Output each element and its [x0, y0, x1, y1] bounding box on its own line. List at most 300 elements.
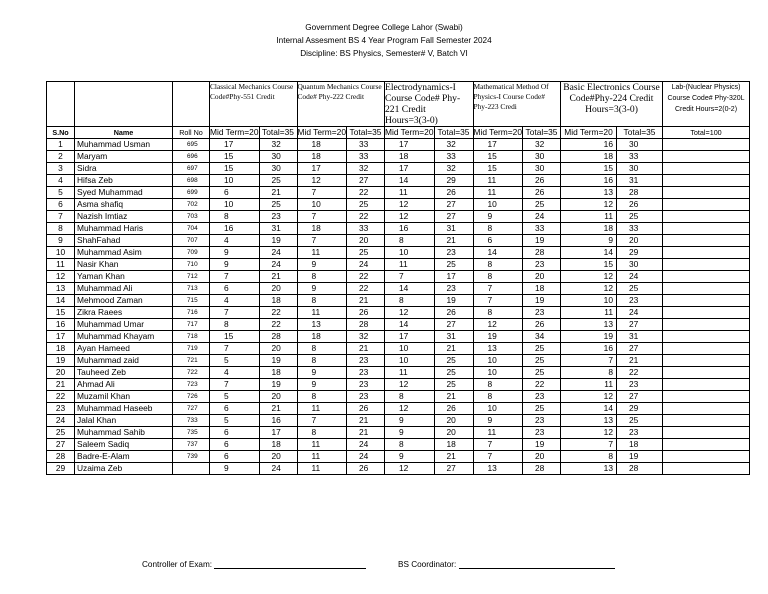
cell-m5: 14 — [561, 403, 617, 415]
cell-t4: 19 — [523, 439, 561, 451]
cell-m4: 8 — [473, 307, 523, 319]
cell-m2: 9 — [297, 283, 347, 295]
cell-m4: 19 — [473, 331, 523, 343]
subject-basic-electronics: Basic Electronics Course Code#Phy-224 Credit Hours=3(3-0) — [561, 82, 663, 127]
table-row — [47, 403, 750, 415]
cell-m1: 10 — [210, 199, 260, 211]
cell-sno: 3 — [47, 163, 75, 175]
cell-name: Muhammad Haris — [75, 223, 173, 235]
table-row — [47, 367, 750, 379]
cell-m3: 12 — [385, 199, 435, 211]
cell-t2: 22 — [347, 283, 385, 295]
cell-m3: 11 — [385, 259, 435, 271]
cell-m2: 7 — [297, 235, 347, 247]
cell-t2: 22 — [347, 187, 385, 199]
cell-roll: 699 — [173, 187, 210, 199]
cell-t3: 27 — [434, 211, 473, 223]
cell-roll: 739 — [173, 451, 210, 463]
cell-t2: 25 — [347, 247, 385, 259]
cell-m1: 9 — [210, 259, 260, 271]
cell-m2: 11 — [297, 247, 347, 259]
cell-m2: 17 — [297, 163, 347, 175]
cell-sno: 14 — [47, 295, 75, 307]
col-mid: Mid Term=20 — [561, 127, 617, 139]
cell-m5: 15 — [561, 163, 617, 175]
cell-t5: 31 — [617, 175, 663, 187]
cell-m3: 16 — [385, 223, 435, 235]
cell-t2: 33 — [347, 151, 385, 163]
cell-t1: 18 — [259, 295, 297, 307]
cell-sno: 22 — [47, 391, 75, 403]
controller-label: Controller of Exam: — [142, 560, 213, 569]
cell-m5: 14 — [561, 247, 617, 259]
cell-m3: 8 — [385, 235, 435, 247]
table-row — [47, 151, 750, 163]
cell-m2: 11 — [297, 403, 347, 415]
cell-grand-total — [663, 343, 750, 355]
cell-t5: 30 — [617, 259, 663, 271]
cell-m5: 19 — [561, 331, 617, 343]
cell-grand-total — [663, 235, 750, 247]
cell-t4: 30 — [523, 163, 561, 175]
cell-m1: 15 — [210, 151, 260, 163]
cell-t1: 20 — [259, 451, 297, 463]
cell-m5: 16 — [561, 175, 617, 187]
cell-m3: 12 — [385, 379, 435, 391]
cell-roll: 712 — [173, 271, 210, 283]
cell-t1: 22 — [259, 307, 297, 319]
cell-grand-total — [663, 163, 750, 175]
cell-t5: 23 — [617, 379, 663, 391]
cell-t4: 20 — [523, 271, 561, 283]
cell-t1: 19 — [259, 379, 297, 391]
cell-m4: 13 — [473, 463, 523, 475]
cell-sno: 7 — [47, 211, 75, 223]
cell-t1: 25 — [259, 199, 297, 211]
cell-m1: 9 — [210, 463, 260, 475]
cell-name: Muhammad Khayam — [75, 331, 173, 343]
cell-sno: 4 — [47, 175, 75, 187]
cell-m3: 18 — [385, 151, 435, 163]
cell-t4: 26 — [523, 187, 561, 199]
cell-roll: 715 — [173, 295, 210, 307]
cell-grand-total — [663, 151, 750, 163]
cell-t3: 25 — [434, 367, 473, 379]
cell-t3: 31 — [434, 331, 473, 343]
cell-m2: 18 — [297, 139, 347, 151]
cell-m4: 7 — [473, 295, 523, 307]
cell-t1: 16 — [259, 415, 297, 427]
cell-m1: 4 — [210, 235, 260, 247]
cell-t2: 26 — [347, 463, 385, 475]
cell-m1: 6 — [210, 187, 260, 199]
cell-roll: 710 — [173, 259, 210, 271]
cell-m3: 8 — [385, 439, 435, 451]
cell-grand-total — [663, 403, 750, 415]
cell-grand-total — [663, 175, 750, 187]
cell-t5: 30 — [617, 163, 663, 175]
cell-t5: 23 — [617, 427, 663, 439]
cell-t2: 32 — [347, 163, 385, 175]
cell-t3: 21 — [434, 391, 473, 403]
cell-sno: 8 — [47, 223, 75, 235]
cell-sno: 2 — [47, 151, 75, 163]
cell-m1: 5 — [210, 391, 260, 403]
cell-t3: 23 — [434, 247, 473, 259]
table-row — [47, 259, 750, 271]
cell-m2: 7 — [297, 211, 347, 223]
table-row — [47, 271, 750, 283]
cell-t1: 31 — [259, 223, 297, 235]
cell-m2: 10 — [297, 199, 347, 211]
cell-m5: 15 — [561, 259, 617, 271]
cell-m5: 11 — [561, 211, 617, 223]
table-row — [47, 163, 750, 175]
cell-m1: 16 — [210, 223, 260, 235]
discipline-line: Discipline: BS Physics, Semester# V, Batch VI — [300, 49, 468, 58]
cell-t4: 34 — [523, 331, 561, 343]
cell-m2: 9 — [297, 259, 347, 271]
cell-t2: 24 — [347, 451, 385, 463]
cell-t3: 26 — [434, 403, 473, 415]
cell-t4: 19 — [523, 235, 561, 247]
cell-t4: 23 — [523, 307, 561, 319]
cell-name: Zikra Raees — [75, 307, 173, 319]
cell-sno: 10 — [47, 247, 75, 259]
cell-grand-total — [663, 319, 750, 331]
table-row — [47, 379, 750, 391]
subject-classical-mechanics: Classical Mechanics Course Code#Phy-551 Credit — [210, 82, 298, 127]
cell-t1: 23 — [259, 211, 297, 223]
cell-t1: 19 — [259, 355, 297, 367]
cell-m5: 13 — [561, 463, 617, 475]
cell-sno: 24 — [47, 415, 75, 427]
cell-m3: 17 — [385, 139, 435, 151]
cell-m3: 11 — [385, 187, 435, 199]
table-row — [47, 391, 750, 403]
cell-name: Maryam — [75, 151, 173, 163]
cell-grand-total — [663, 415, 750, 427]
cell-t3: 26 — [434, 307, 473, 319]
cell-m1: 7 — [210, 271, 260, 283]
cell-t3: 20 — [434, 415, 473, 427]
cell-m2: 8 — [297, 355, 347, 367]
college-title: Government Degree College Lahor (Swabi) — [305, 23, 463, 32]
cell-t5: 27 — [617, 343, 663, 355]
cell-t5: 29 — [617, 247, 663, 259]
cell-roll: 702 — [173, 199, 210, 211]
cell-t1: 20 — [259, 391, 297, 403]
cell-m5: 18 — [561, 223, 617, 235]
col-name: Name — [75, 127, 173, 139]
cell-sno: 11 — [47, 259, 75, 271]
cell-m4: 10 — [473, 199, 523, 211]
col-total: Total=35 — [347, 127, 385, 139]
table-row — [47, 175, 750, 187]
cell-m5: 12 — [561, 391, 617, 403]
cell-t3: 32 — [434, 139, 473, 151]
cell-m1: 4 — [210, 367, 260, 379]
cell-t5: 28 — [617, 187, 663, 199]
cell-t3: 25 — [434, 355, 473, 367]
cell-t3: 23 — [434, 283, 473, 295]
cell-m5: 7 — [561, 439, 617, 451]
cell-name: Muhammad Umar — [75, 319, 173, 331]
cell-m1: 6 — [210, 439, 260, 451]
cell-t2: 21 — [347, 427, 385, 439]
cell-roll: 723 — [173, 379, 210, 391]
cell-m1: 4 — [210, 295, 260, 307]
cell-sno: 13 — [47, 283, 75, 295]
cell-m4: 11 — [473, 427, 523, 439]
cell-t4: 20 — [523, 451, 561, 463]
col-sno: S.No — [47, 127, 75, 139]
cell-t1: 19 — [259, 235, 297, 247]
cell-m3: 9 — [385, 415, 435, 427]
cell-t1: 28 — [259, 331, 297, 343]
cell-sno: 17 — [47, 331, 75, 343]
cell-m1: 5 — [210, 355, 260, 367]
table-row — [47, 187, 750, 199]
cell-m4: 10 — [473, 355, 523, 367]
cell-m4: 6 — [473, 235, 523, 247]
cell-name: Yaman Khan — [75, 271, 173, 283]
cell-name: ShahFahad — [75, 235, 173, 247]
cell-m3: 17 — [385, 163, 435, 175]
cell-m4: 9 — [473, 415, 523, 427]
cell-t5: 25 — [617, 283, 663, 295]
cell-m1: 6 — [210, 451, 260, 463]
cell-t2: 23 — [347, 367, 385, 379]
subject-nuclear-lab: Lab-(Nuclear Physics) Course Code# Phy-320L Credit Hours=2(0-2) — [663, 82, 750, 127]
cell-m4: 10 — [473, 403, 523, 415]
cell-sno: 28 — [47, 451, 75, 463]
cell-m1: 5 — [210, 415, 260, 427]
cell-name: Saleem Sadiq — [75, 439, 173, 451]
cell-t5: 20 — [617, 235, 663, 247]
col-total: Total=35 — [259, 127, 297, 139]
cell-t1: 21 — [259, 403, 297, 415]
cell-m4: 14 — [473, 247, 523, 259]
results-table — [46, 81, 750, 475]
col-mid: Mid Term=20 — [297, 127, 346, 137]
cell-t1: 30 — [259, 163, 297, 175]
cell-roll: 726 — [173, 391, 210, 403]
cell-t5: 23 — [617, 295, 663, 307]
cell-t3: 27 — [434, 199, 473, 211]
cell-m2: 8 — [297, 271, 347, 283]
cell-sno: 6 — [47, 199, 75, 211]
cell-t1: 21 — [259, 271, 297, 283]
cell-grand-total — [663, 427, 750, 439]
cell-t4: 25 — [523, 355, 561, 367]
cell-grand-total — [663, 271, 750, 283]
cell-m4: 7 — [473, 439, 523, 451]
cell-t5: 18 — [617, 439, 663, 451]
cell-t2: 21 — [347, 295, 385, 307]
cell-m3: 12 — [385, 463, 435, 475]
cell-roll — [173, 463, 210, 475]
col-total: Total=35 — [617, 127, 663, 139]
cell-t5: 29 — [617, 403, 663, 415]
cell-m2: 8 — [297, 343, 347, 355]
cell-m2: 8 — [297, 295, 347, 307]
cell-grand-total — [663, 139, 750, 151]
cell-m4: 15 — [473, 151, 523, 163]
cell-m3: 7 — [385, 271, 435, 283]
cell-roll: 713 — [173, 283, 210, 295]
cell-name: Nazish Imtiaz — [75, 211, 173, 223]
cell-m1: 9 — [210, 247, 260, 259]
cell-t1: 24 — [259, 463, 297, 475]
cell-m1: 7 — [210, 343, 260, 355]
cell-m2: 8 — [297, 391, 347, 403]
cell-m3: 9 — [385, 451, 435, 463]
cell-t1: 20 — [259, 343, 297, 355]
cell-name: Ahmad Ali — [75, 379, 173, 391]
table-row — [47, 307, 750, 319]
cell-m5: 12 — [561, 199, 617, 211]
cell-t4: 24 — [523, 211, 561, 223]
cell-sno: 25 — [47, 427, 75, 439]
cell-t4: 19 — [523, 295, 561, 307]
cell-m4: 8 — [473, 223, 523, 235]
cell-t2: 26 — [347, 307, 385, 319]
cell-name: Tauheed Zeb — [75, 367, 173, 379]
cell-t5: 28 — [617, 463, 663, 475]
cell-t1: 24 — [259, 259, 297, 271]
cell-t2: 25 — [347, 199, 385, 211]
cell-t5: 33 — [617, 223, 663, 235]
cell-t4: 23 — [523, 415, 561, 427]
cell-roll: 716 — [173, 307, 210, 319]
cell-m5: 12 — [561, 427, 617, 439]
cell-t3: 29 — [434, 175, 473, 187]
cell-m3: 14 — [385, 283, 435, 295]
cell-grand-total — [663, 211, 750, 223]
cell-m1: 17 — [210, 139, 260, 151]
cell-t4: 26 — [523, 175, 561, 187]
cell-name: Nasir Khan — [75, 259, 173, 271]
cell-grand-total — [663, 439, 750, 451]
cell-sno: 12 — [47, 271, 75, 283]
table-row — [47, 331, 750, 343]
cell-t3: 17 — [434, 271, 473, 283]
cell-m2: 11 — [297, 463, 347, 475]
cell-t2: 20 — [347, 235, 385, 247]
table-row — [47, 355, 750, 367]
cell-t5: 22 — [617, 367, 663, 379]
cell-t2: 33 — [347, 139, 385, 151]
cell-m2: 8 — [297, 427, 347, 439]
cell-t3: 21 — [434, 343, 473, 355]
table-row — [47, 139, 750, 151]
cell-grand-total — [663, 463, 750, 475]
cell-m3: 11 — [385, 367, 435, 379]
cell-roll: 717 — [173, 319, 210, 331]
cell-m1: 8 — [210, 211, 260, 223]
cell-t5: 31 — [617, 331, 663, 343]
cell-t5: 24 — [617, 307, 663, 319]
cell-m4: 9 — [473, 211, 523, 223]
cell-m5: 13 — [561, 319, 617, 331]
cell-name: Mehmood Zaman — [75, 295, 173, 307]
cell-name: Muhammad Asim — [75, 247, 173, 259]
cell-t1: 24 — [259, 247, 297, 259]
table-row — [47, 283, 750, 295]
cell-m4: 12 — [473, 319, 523, 331]
cell-roll: 709 — [173, 247, 210, 259]
cell-roll: 695 — [173, 139, 210, 151]
cell-name: Hifsa Zeb — [75, 175, 173, 187]
cell-t5: 25 — [617, 211, 663, 223]
cell-t2: 24 — [347, 259, 385, 271]
cell-name: Jalal Khan — [75, 415, 173, 427]
cell-m5: 13 — [561, 415, 617, 427]
cell-m1: 8 — [210, 319, 260, 331]
table-row — [47, 463, 750, 475]
cell-sno: 23 — [47, 403, 75, 415]
cell-m3: 10 — [385, 355, 435, 367]
cell-roll: 718 — [173, 331, 210, 343]
cell-t3: 21 — [434, 451, 473, 463]
student-rows — [47, 139, 750, 475]
cell-sno: 5 — [47, 187, 75, 199]
table-row — [47, 223, 750, 235]
cell-m2: 9 — [297, 367, 347, 379]
cell-m3: 9 — [385, 427, 435, 439]
cell-m1: 15 — [210, 331, 260, 343]
cell-t4: 25 — [523, 199, 561, 211]
cell-m3: 10 — [385, 247, 435, 259]
cell-m1: 15 — [210, 163, 260, 175]
col-mid: Mid Term=20 — [210, 127, 259, 137]
cell-t1: 22 — [259, 319, 297, 331]
cell-roll: 727 — [173, 403, 210, 415]
cell-m4: 11 — [473, 187, 523, 199]
cell-m4: 7 — [473, 451, 523, 463]
cell-t5: 33 — [617, 151, 663, 163]
cell-t3: 25 — [434, 379, 473, 391]
cell-m2: 7 — [297, 415, 347, 427]
col-mid: Mid Term=20 — [473, 127, 522, 137]
cell-m2: 11 — [297, 307, 347, 319]
cell-t3: 19 — [434, 295, 473, 307]
assessment-title: Internal Assesment BS 4 Year Program Fall Semester 2024 — [276, 36, 492, 45]
cell-t2: 21 — [347, 415, 385, 427]
cell-t3: 33 — [434, 151, 473, 163]
cell-t2: 32 — [347, 331, 385, 343]
table-row — [47, 427, 750, 439]
cell-roll: 697 — [173, 163, 210, 175]
cell-grand-total — [663, 187, 750, 199]
cell-name: Syed Muhammad — [75, 187, 173, 199]
cell-m5: 16 — [561, 139, 617, 151]
cell-name: Uzaima Zeb — [75, 463, 173, 475]
cell-m3: 10 — [385, 343, 435, 355]
cell-m3: 17 — [385, 331, 435, 343]
cell-t3: 18 — [434, 439, 473, 451]
cell-m5: 10 — [561, 295, 617, 307]
cell-t3: 31 — [434, 223, 473, 235]
cell-m4: 11 — [473, 175, 523, 187]
cell-m4: 8 — [473, 271, 523, 283]
cell-t5: 19 — [617, 451, 663, 463]
cell-grand-total — [663, 223, 750, 235]
cell-sno: 1 — [47, 139, 75, 151]
cell-t3: 27 — [434, 319, 473, 331]
cell-m5: 18 — [561, 151, 617, 163]
